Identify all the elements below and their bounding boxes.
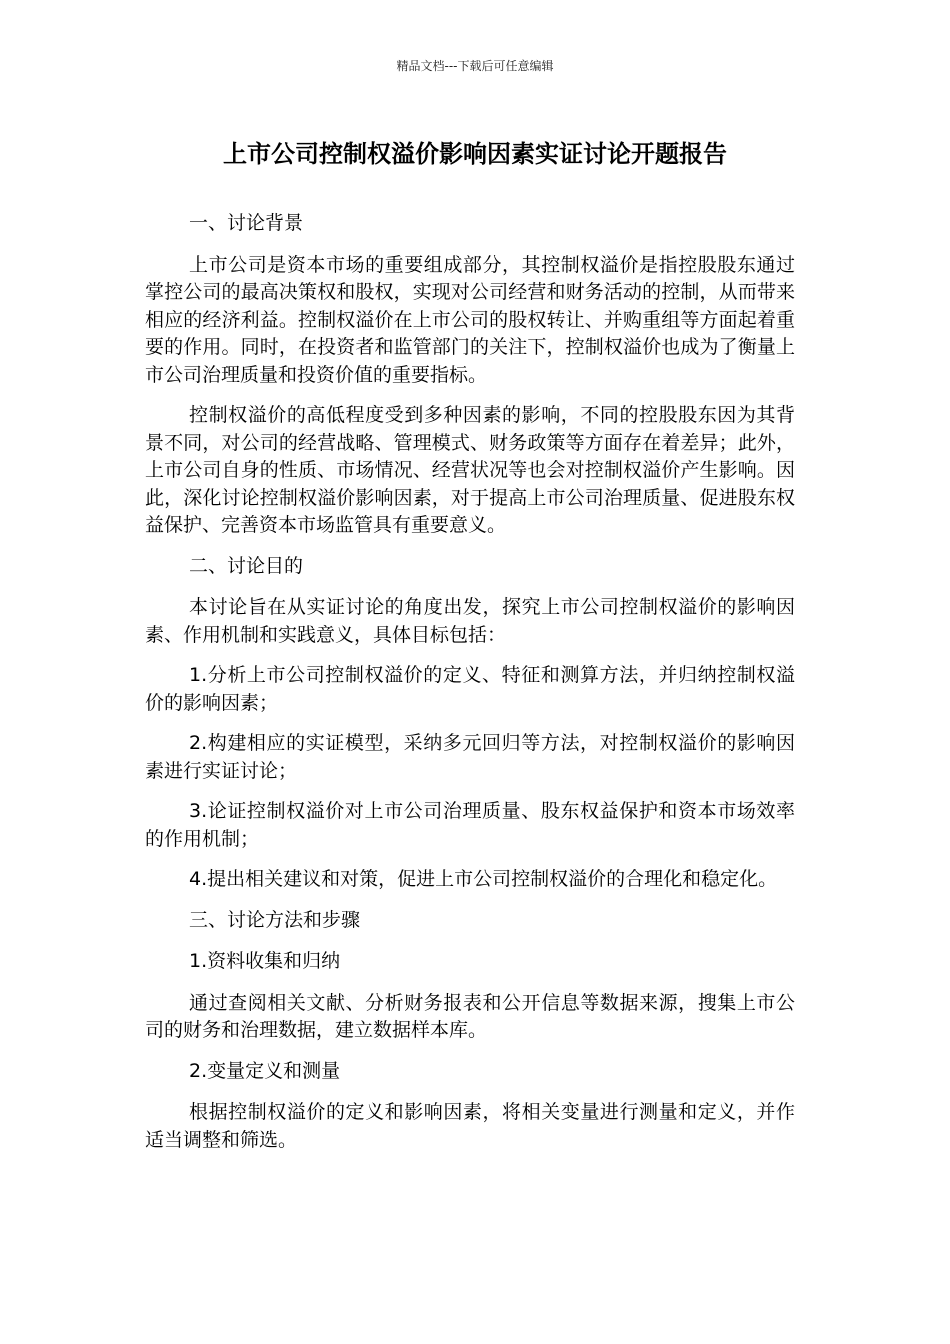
subsection-heading-variables: 2.变量定义和测量 — [189, 1059, 341, 1082]
section-heading-methods: 三、讨论方法和步骤 — [189, 908, 361, 931]
paragraph: 通过查阅相关文献、分析财务报表和公开信息等数据来源，搜集上市公司的财务和治理数据，建立数据样本库。 — [145, 991, 795, 1041]
header-note: 精品文档---下载后可任意编辑 — [396, 59, 554, 73]
list-item: 2.构建相应的实证模型，采纳多元回归等方法，对控制权溢价的影响因素进行实证讨论； — [145, 732, 795, 782]
subsection-heading-data-collection: 1.资料收集和归纳 — [189, 950, 341, 972]
section-heading-background: 一、讨论背景 — [189, 212, 304, 234]
list-item: 4.提出相关建议和对策，促进上市公司控制权溢价的合理化和稳定化。 — [189, 868, 778, 890]
paragraph: 根据控制权溢价的定义和影响因素，将相关变量进行测量和定义，并作适当调整和筛选。 — [145, 1101, 795, 1151]
paragraph: 控制权溢价的高低程度受到多种因素的影响，不同的控股股东因为其背景不同，对公司的经营战略、管理模式、财务政策等方面存在着差异；此外，上市公司自身的性质、市场情况、经营状况等也会对控制权溢价产生影响。因此，深化讨论控制权溢价影响因素，对于提高上市公司治理质量、促进股东权益保护、完善资本市场监管具有重要意义。 — [145, 404, 795, 536]
section-heading-purpose: 二、讨论目的 — [189, 554, 304, 577]
document-title: 上市公司控制权溢价影响因素实证讨论开题报告 — [223, 140, 727, 168]
document-body — [145, 210, 795, 1167]
paragraph: 本讨论旨在从实证讨论的角度出发，探究上市公司控制权溢价的影响因素、作用机制和实践意义，具体目标包括： — [145, 596, 795, 646]
paragraph: 上市公司是资本市场的重要组成部分，其控制权溢价是指控股股东通过掌控公司的最高决策权和股权，实现对公司经营和财务活动的控制，从而带来相应的经济利益。控制权溢价在上市公司的股权转让、并购重组等方面起着重要的作用。同时，在投资者和监管部门的关注下，控制权溢价也成为了衡量上市公司治理质量和投资价值的重要指标。 — [145, 253, 795, 386]
list-item: 1.分析上市公司控制权溢价的定义、特征和测算方法，并归纳控制权溢价的影响因素； — [145, 664, 795, 714]
list-item: 3.论证控制权溢价对上市公司治理质量、股东权益保护和资本市场效率的作用机制； — [145, 800, 795, 850]
